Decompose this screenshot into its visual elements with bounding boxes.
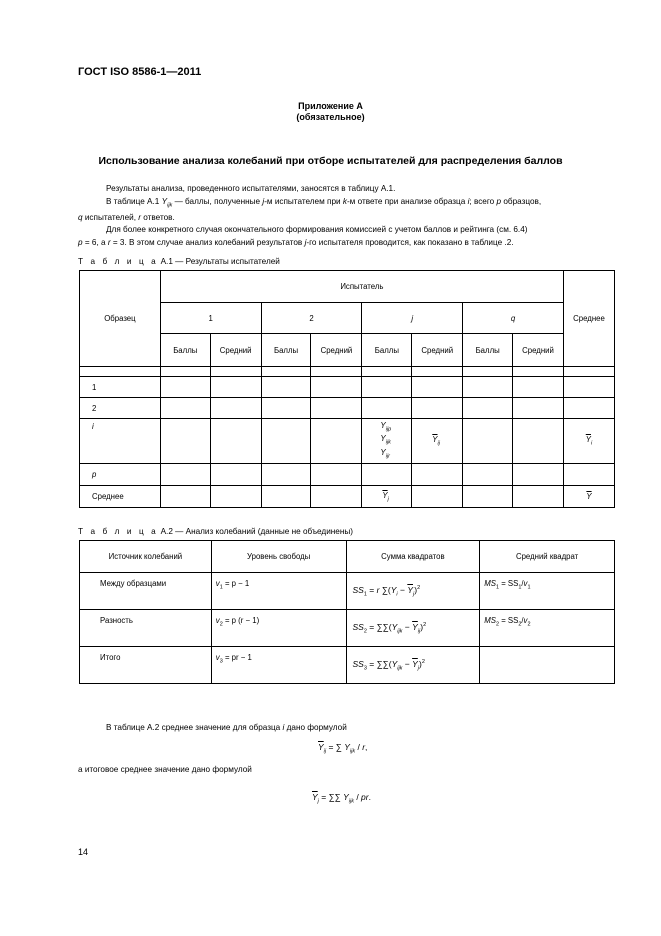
table2-caption-text: А.2 — Анализ колебаний (данные не объединены) xyxy=(160,527,353,536)
t2-header-source: Источник колебаний xyxy=(80,541,212,573)
after-text-1: В таблице А.2 среднее значение для образца i дано формулой xyxy=(106,723,347,732)
t1-row-label: 2 xyxy=(80,398,161,419)
table1 xyxy=(79,270,615,508)
t2-ms-text: = SS xyxy=(501,579,519,588)
t1-header-mean: Среднее xyxy=(563,271,614,367)
t1-tester-q: q xyxy=(463,303,564,334)
table1-caption-label: Т а б л и ц а xyxy=(78,257,159,266)
t1-sub-scores: Баллы xyxy=(362,334,412,367)
t1-sub-scores: Баллы xyxy=(463,334,513,367)
after-text-2: а итоговое среднее значение дано формулой xyxy=(78,765,252,774)
t1-tester-j: j xyxy=(362,303,463,334)
t1-sub-scores: Баллы xyxy=(261,334,311,367)
t1-row-label: p xyxy=(80,464,161,486)
t1-row-label: i xyxy=(80,419,161,464)
paragraph-2-line1: В таблице А.1 $Y_{ijk}$ — баллы, полученные j-м испытателем при k-м ответе при анализе образца i; всего p образцов, xyxy=(106,196,542,209)
appendix-title: Приложение А xyxy=(298,101,363,111)
t1-sub-mean: Средний xyxy=(412,334,463,367)
t1-sub-scores: Баллы xyxy=(160,334,210,367)
t1-sub-mean: Средний xyxy=(311,334,362,367)
t1-cell-values: $Y_{ijp}$ $Y_{ijk}$ $Y_{ijr}$ xyxy=(362,419,412,464)
table2 xyxy=(79,540,615,684)
t1-cell-grand-mean: $\overline{Y}$ xyxy=(563,486,614,508)
t1-sub-mean: Средний xyxy=(513,334,564,367)
p2-e: ; всего xyxy=(469,196,495,206)
t1-tester-1: 1 xyxy=(160,303,261,334)
paragraph-2-line2: q испытателей, r ответов. xyxy=(78,212,175,222)
p2-h: ответов. xyxy=(143,212,175,222)
p3-d: -го испытателя проводится, как показано в таблице .2. xyxy=(306,237,514,247)
t2-source: Между образцами xyxy=(80,573,212,610)
formula-sample-mean: $\overline{Y}_{ij}$ = ∑ $Y_{ijk}$ / r, xyxy=(318,742,368,755)
paragraph-3-line2: p = 6, а r = 3. В этом случае анализ колебаний результатов j-го испытателя проводится, как показано в таблице .2. xyxy=(78,237,514,247)
p2-g: испытателей, xyxy=(84,212,136,222)
t1-cell-mean-ij: $\overline{Y}_{ij}$ xyxy=(412,419,463,464)
t2-header-ss: Сумма квадратов xyxy=(346,541,480,573)
t2-df-text: = pr − 1 xyxy=(224,653,252,662)
t2-ms: $MS_1 = SS_1/v_1$ xyxy=(480,573,615,610)
table2-caption-label: Т а б л и ц а xyxy=(78,527,159,536)
t1-row-label: 1 xyxy=(80,377,161,398)
t2-df: $v_3$ = pr − 1 xyxy=(211,647,346,684)
t1-header-sample: Образец xyxy=(80,271,161,367)
p2-f: образцов, xyxy=(503,196,542,206)
t2-ss-formula-3: $SS_3 = \sum\sum(Y_{ijk} - \overline{Y}_j)^2$ xyxy=(346,647,480,684)
t1-sub-mean: Средний xyxy=(210,334,261,367)
appendix-note: (обязательное) xyxy=(296,112,365,122)
after-text-1a: В таблице А.2 среднее значение для образца xyxy=(106,723,281,732)
table1-caption-text: А.1 — Результаты испытателей xyxy=(160,257,280,266)
t2-ms-empty xyxy=(480,647,615,684)
t2-df: $v_1 = p - 1$ xyxy=(211,573,346,610)
t1-cell-mean-j: $\overline{Y}_j$ xyxy=(362,486,412,508)
formula-grand-mean: $\overline{Y}_j$ = ∑∑ $Y_{ijk}$ / pr. xyxy=(312,792,371,805)
t2-source: Итого xyxy=(80,647,212,684)
p3-c: = 3. В этом случае анализ колебаний результатов xyxy=(112,237,303,247)
t2-df-text: = p (r − 1) xyxy=(224,616,260,625)
paragraph-3-line1: Для более конкретного случая окончательного формирования комиссией с учетом баллов и рейтинга (см. 6.4) xyxy=(106,225,528,235)
t1-row-label: Среднее xyxy=(80,486,161,508)
p3-b: = 6, а xyxy=(84,237,106,247)
p2-d: -м ответе при анализе образца xyxy=(346,196,466,206)
t2-header-df: Уровень свободы xyxy=(211,541,346,573)
paragraph-1 xyxy=(78,183,618,249)
t1-tester-2: 2 xyxy=(261,303,362,334)
p2-b: — баллы, полученные xyxy=(174,196,261,206)
section-title: Использование анализа колебаний при отборе испытателей для распределения баллов xyxy=(98,155,563,167)
after-text-1b: дано формулой xyxy=(286,723,347,732)
paragraph-1-text: Результаты анализа, проведенного испытателями, заносятся в таблицу А.1. xyxy=(106,184,396,193)
t2-df-text: = p − 1 xyxy=(224,579,250,588)
table2-caption xyxy=(78,527,353,536)
t2-ms: $MS_2 = SS_2/v_2$ xyxy=(480,610,615,647)
t1-header-tester: Испытатель xyxy=(160,271,563,303)
t2-ms-text: = SS xyxy=(501,616,519,625)
table1-caption xyxy=(78,257,280,266)
t2-header-ms: Средний квадрат xyxy=(480,541,615,573)
p2-a: В таблице А.1 xyxy=(106,196,160,206)
document-header: ГОСТ ISO 8586-1—2011 xyxy=(78,66,202,78)
t1-cell-mean-i: $\overline{Y}_i$ xyxy=(563,419,614,464)
page-number: 14 xyxy=(78,847,89,857)
t2-source: Разность xyxy=(80,610,212,647)
t2-df: $v_2 = p$ (r − 1) xyxy=(211,610,346,647)
p2-c: -м испытателем при xyxy=(264,196,341,206)
t2-ss-formula-1: $SS_1 = r$ $\sum(Y_i - \overline{Y}_j)^2$ xyxy=(346,573,480,610)
t2-ss-formula-2: $SS_2 = \sum\sum(Y_{ijk} - \overline{Y}_{ij})^2$ xyxy=(346,610,480,647)
